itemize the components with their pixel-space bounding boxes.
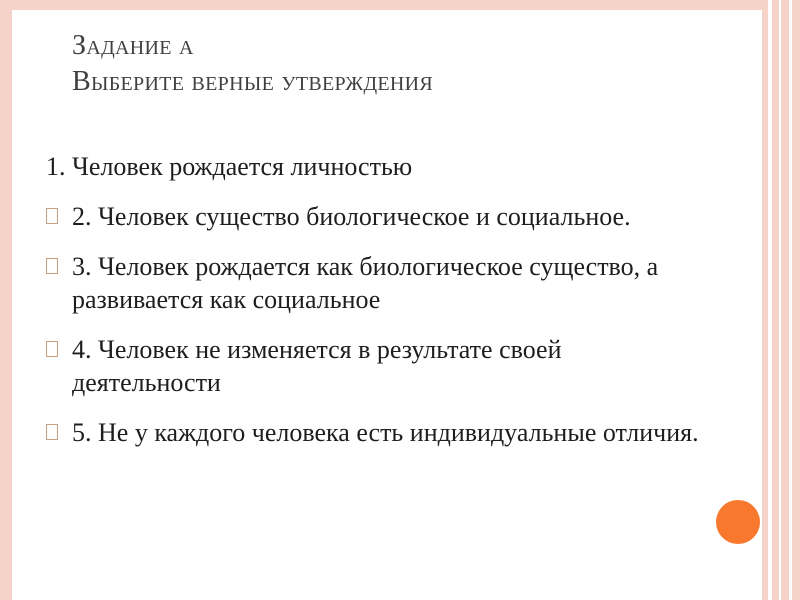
- bullet-box-icon: [46, 341, 58, 357]
- frame-left-border: [0, 0, 12, 600]
- statement-text: 4. Человек не изменяется в результате своей деятельности: [72, 335, 562, 397]
- frame-stripe: [779, 0, 781, 600]
- bullet-box-icon: [46, 258, 58, 274]
- statement-item: [46, 200, 706, 233]
- title-line-1: Задание а: [72, 30, 194, 61]
- frame-stripe: [768, 0, 772, 600]
- bullet-box-icon: [46, 208, 58, 224]
- statement-text: 5. Не у каждого человека есть индивидуальные отличия.: [72, 418, 699, 447]
- slide-title: [72, 28, 433, 100]
- frame-top-border: [0, 0, 800, 10]
- statement-item: [46, 416, 706, 449]
- statement-item: [46, 150, 706, 183]
- statement-item: [46, 250, 706, 316]
- frame-right-border: [762, 0, 800, 600]
- bullet-box-icon: [46, 424, 58, 440]
- statement-text: 1. Человек рождается личностью: [46, 152, 413, 181]
- statement-item: [46, 333, 706, 399]
- title-line-2: Выберите верные утверждения: [72, 66, 434, 97]
- statements-list: [46, 150, 706, 466]
- frame-stripe: [789, 0, 792, 600]
- statement-text: 2. Человек существо биологическое и социальное.: [72, 202, 631, 231]
- statement-text: 3. Человек рождается как биологическое существо, а развивается как социальное: [72, 252, 659, 314]
- decorative-circle-icon: [716, 500, 760, 544]
